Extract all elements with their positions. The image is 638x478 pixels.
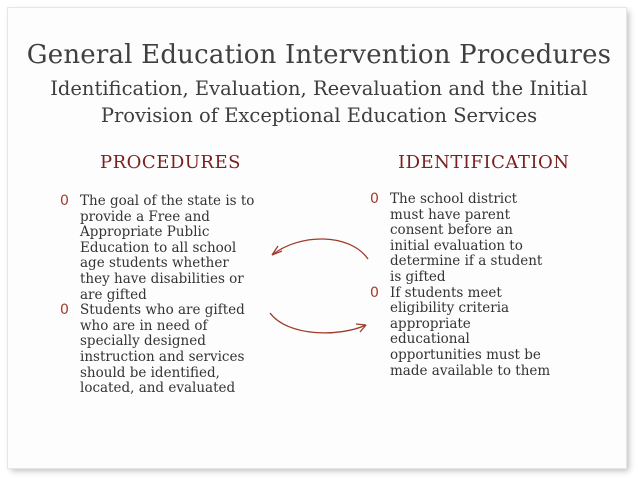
line: consent before an: [390, 222, 513, 239]
line: determine if a student: [390, 253, 543, 270]
identification-list: [370, 192, 590, 379]
line: is gifted: [390, 268, 446, 285]
line: instruction and services: [80, 348, 245, 365]
slide-title: [20, 40, 618, 128]
subtitle-line-1: Identification, Evaluation, Reevaluation and the Initial: [50, 77, 588, 100]
identification-heading: IDENTIFICATION: [398, 152, 570, 173]
procedures-heading: PROCEDURES: [100, 152, 241, 173]
procedures-list: [60, 194, 270, 397]
arrow-left-icon: [272, 239, 368, 259]
line: Education to all school: [80, 239, 237, 256]
line: should be identified,: [80, 364, 220, 381]
line: located, and evaluated: [80, 380, 236, 397]
bullet-icon: 0: [370, 191, 379, 207]
line: eligibility criteria: [390, 300, 510, 317]
line: are gifted: [80, 286, 147, 303]
line: The school district: [390, 191, 518, 207]
bullet-icon: 0: [370, 284, 379, 301]
line: opportunities must be: [390, 346, 541, 363]
list-item: [370, 286, 590, 380]
arrow-right-icon: [270, 313, 366, 333]
line: The goal of the state is to: [80, 193, 255, 209]
line: they have disabilities or: [80, 270, 244, 287]
line: Students who are gifted: [80, 302, 245, 319]
list-item: [60, 303, 270, 397]
subtitle-line-2: Provision of Exceptional Education Services: [100, 104, 538, 127]
line: initial evaluation to: [390, 237, 523, 254]
line: specially designed: [80, 333, 206, 350]
bullet-icon: 0: [60, 302, 69, 319]
line: who are in need of: [80, 317, 208, 334]
line: appropriate: [390, 315, 471, 332]
list-item: [60, 194, 270, 303]
bullet-icon: 0: [60, 193, 69, 209]
line: educational: [390, 331, 470, 348]
line: age students whether: [80, 255, 229, 272]
title-main: General Education Intervention Procedures: [26, 40, 612, 70]
line: Appropriate Public: [80, 224, 210, 241]
list-item: [370, 192, 590, 286]
line: must have parent: [390, 206, 511, 223]
line: made available to them: [390, 362, 551, 379]
line: provide a Free and: [80, 208, 210, 225]
line: If students meet: [390, 284, 502, 301]
curved-arrows: [260, 225, 380, 345]
